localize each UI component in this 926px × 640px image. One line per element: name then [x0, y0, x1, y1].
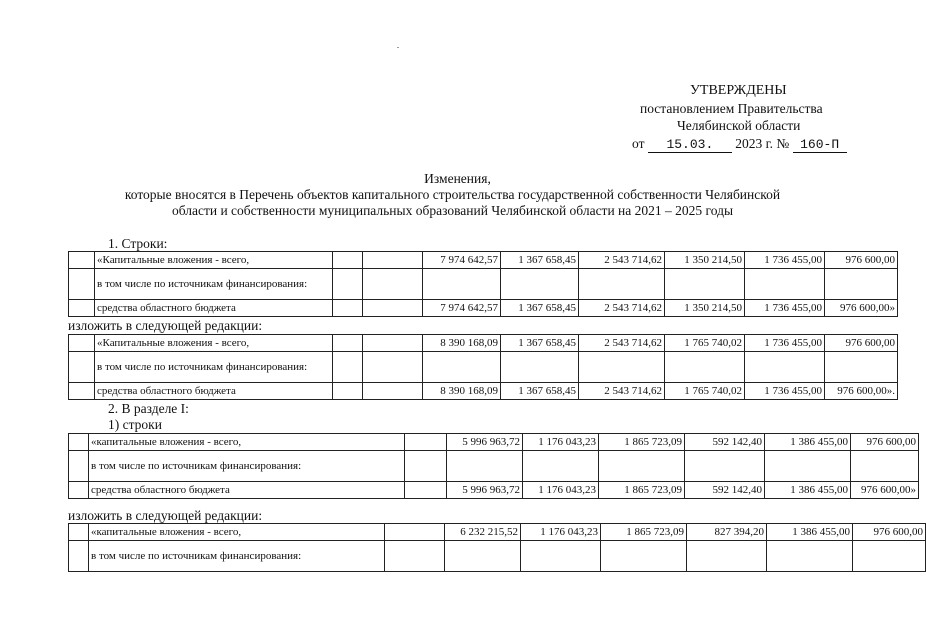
row-empty-cell	[333, 252, 363, 269]
value-cell	[665, 352, 745, 383]
value-cell: 1 367 658,45	[501, 252, 579, 269]
value-cell	[745, 352, 825, 383]
heading-title: Изменения,	[424, 171, 491, 186]
value-cell: 976 600,00»	[851, 482, 919, 499]
value-cell: 1 176 043,23	[521, 524, 601, 541]
row-label: в том числе по источникам финансирования:	[89, 541, 385, 572]
row-empty-cell	[69, 451, 89, 482]
value-cell: 592 142,40	[685, 482, 765, 499]
value-cell: 1 865 723,09	[599, 434, 685, 451]
value-cell: 8 390 168,09	[423, 383, 501, 400]
value-cell: 1 736 455,00	[745, 252, 825, 269]
table-1	[68, 251, 898, 317]
table-4	[68, 523, 926, 572]
table-row	[69, 300, 898, 317]
value-cell: 7 974 642,57	[423, 252, 501, 269]
approval-title: УТВЕРЖДЕНЫ	[690, 83, 787, 98]
row-label: «капитальные вложения - всего,	[89, 434, 405, 451]
value-cell: 6 232 215,52	[445, 524, 521, 541]
table-row	[69, 352, 898, 383]
table-row	[69, 541, 926, 572]
approval-line2: Челябинской области	[677, 118, 801, 133]
row-label: «капитальные вложения - всего,	[89, 524, 385, 541]
row-empty-cell	[69, 300, 95, 317]
row-empty-cell	[363, 269, 423, 300]
row-empty-cell	[69, 335, 95, 352]
replace-label-2: изложить в следующей редакции:	[68, 508, 263, 523]
value-cell	[501, 352, 579, 383]
value-cell: 1 367 658,45	[501, 383, 579, 400]
section-1-label: 1. Строки:	[108, 236, 168, 251]
value-cell	[853, 541, 926, 572]
row-label: в том числе по источникам финансирования:	[95, 352, 333, 383]
table-row	[69, 482, 919, 499]
value-cell: 2 543 714,62	[579, 383, 665, 400]
value-cell: 976 600,00	[825, 335, 898, 352]
row-empty-cell	[405, 434, 447, 451]
value-cell: 1 386 455,00	[765, 434, 851, 451]
value-cell: 7 974 642,57	[423, 300, 501, 317]
row-empty-cell	[69, 269, 95, 300]
row-label: средства областного бюджета	[89, 482, 405, 499]
value-cell: 1 367 658,45	[501, 335, 579, 352]
row-empty-cell	[69, 252, 95, 269]
row-empty-cell	[405, 451, 447, 482]
row-empty-cell	[405, 482, 447, 499]
row-empty-cell	[69, 541, 89, 572]
value-cell	[601, 541, 687, 572]
value-cell: 976 600,00	[825, 252, 898, 269]
section-2-label: 2. В разделе I:	[108, 401, 189, 416]
row-empty-cell	[69, 383, 95, 400]
value-cell	[579, 269, 665, 300]
row-empty-cell	[363, 352, 423, 383]
value-cell: 1 736 455,00	[745, 335, 825, 352]
approval-number: 160-П	[793, 137, 847, 153]
value-cell: 1 765 740,02	[665, 335, 745, 352]
row-label: средства областного бюджета	[95, 300, 333, 317]
value-cell	[521, 541, 601, 572]
row-label: «Капитальные вложения - всего,	[95, 252, 333, 269]
table-row	[69, 335, 898, 352]
value-cell: 1 176 043,23	[523, 434, 599, 451]
value-cell	[599, 451, 685, 482]
table-2	[68, 334, 898, 400]
value-cell: 1 386 455,00	[765, 482, 851, 499]
value-cell	[445, 541, 521, 572]
row-empty-cell	[333, 300, 363, 317]
table-row	[69, 269, 898, 300]
approval-date: 15.03.	[648, 137, 732, 153]
row-empty-cell	[385, 541, 445, 572]
value-cell	[423, 269, 501, 300]
table-3	[68, 433, 919, 499]
value-cell: 1 350 214,50	[665, 252, 745, 269]
row-empty-cell	[385, 524, 445, 541]
approval-line1: постановлением Правительства	[640, 101, 823, 116]
value-cell	[687, 541, 767, 572]
value-cell: 827 394,20	[687, 524, 767, 541]
value-cell: 1 736 455,00	[745, 383, 825, 400]
row-empty-cell	[363, 335, 423, 352]
table-row	[69, 434, 919, 451]
value-cell: 1 765 740,02	[665, 383, 745, 400]
value-cell	[423, 352, 501, 383]
section-2-1-label: 1) строки	[108, 417, 162, 432]
row-label: в том числе по источникам финансирования:	[89, 451, 405, 482]
row-empty-cell	[69, 482, 89, 499]
row-empty-cell	[333, 352, 363, 383]
row-empty-cell	[333, 269, 363, 300]
row-empty-cell	[363, 300, 423, 317]
table-row	[69, 451, 919, 482]
value-cell: 976 600,00»	[825, 300, 898, 317]
table-row	[69, 524, 926, 541]
row-label: в том числе по источникам финансирования:	[95, 269, 333, 300]
replace-label-1: изложить в следующей редакции:	[68, 318, 263, 333]
value-cell: 1 736 455,00	[745, 300, 825, 317]
value-cell: 1 367 658,45	[501, 300, 579, 317]
row-empty-cell	[363, 252, 423, 269]
value-cell: 976 600,00	[851, 434, 919, 451]
value-cell: 592 142,40	[685, 434, 765, 451]
value-cell	[825, 269, 898, 300]
value-cell: 5 996 963,72	[447, 482, 523, 499]
value-cell: 976 600,00	[853, 524, 926, 541]
value-cell: 2 543 714,62	[579, 300, 665, 317]
value-cell	[665, 269, 745, 300]
value-cell: 5 996 963,72	[447, 434, 523, 451]
value-cell	[447, 451, 523, 482]
value-cell	[745, 269, 825, 300]
row-empty-cell	[363, 383, 423, 400]
value-cell	[825, 352, 898, 383]
row-empty-cell	[69, 434, 89, 451]
approval-year: 2023 г. №	[735, 136, 790, 151]
value-cell: 2 543 714,62	[579, 252, 665, 269]
value-cell: 8 390 168,09	[423, 335, 501, 352]
heading-line1: которые вносятся в Перечень объектов капитального строительства государственной собственности Челябинской	[124, 187, 781, 202]
value-cell	[523, 451, 599, 482]
value-cell	[501, 269, 579, 300]
value-cell	[765, 451, 851, 482]
value-cell: 1 176 043,23	[523, 482, 599, 499]
value-cell: 976 600,00».	[825, 383, 898, 400]
table-row	[69, 383, 898, 400]
value-cell: 1 865 723,09	[599, 482, 685, 499]
row-empty-cell	[69, 524, 89, 541]
value-cell	[685, 451, 765, 482]
row-label: средства областного бюджета	[95, 383, 333, 400]
approval-date-line	[632, 136, 847, 153]
value-cell	[767, 541, 853, 572]
approval-from: от	[632, 136, 645, 151]
heading-line2: области и собственности муниципальных образований Челябинской области на 2021 – 2025 годы	[171, 203, 734, 218]
value-cell: 1 350 214,50	[665, 300, 745, 317]
value-cell: 1 386 455,00	[767, 524, 853, 541]
table-row	[69, 252, 898, 269]
value-cell	[579, 352, 665, 383]
value-cell: 1 865 723,09	[601, 524, 687, 541]
row-empty-cell	[69, 352, 95, 383]
row-empty-cell	[333, 335, 363, 352]
row-label: «Капитальные вложения - всего,	[95, 335, 333, 352]
scan-speck	[397, 47, 399, 48]
row-empty-cell	[333, 383, 363, 400]
value-cell	[851, 451, 919, 482]
value-cell: 2 543 714,62	[579, 335, 665, 352]
